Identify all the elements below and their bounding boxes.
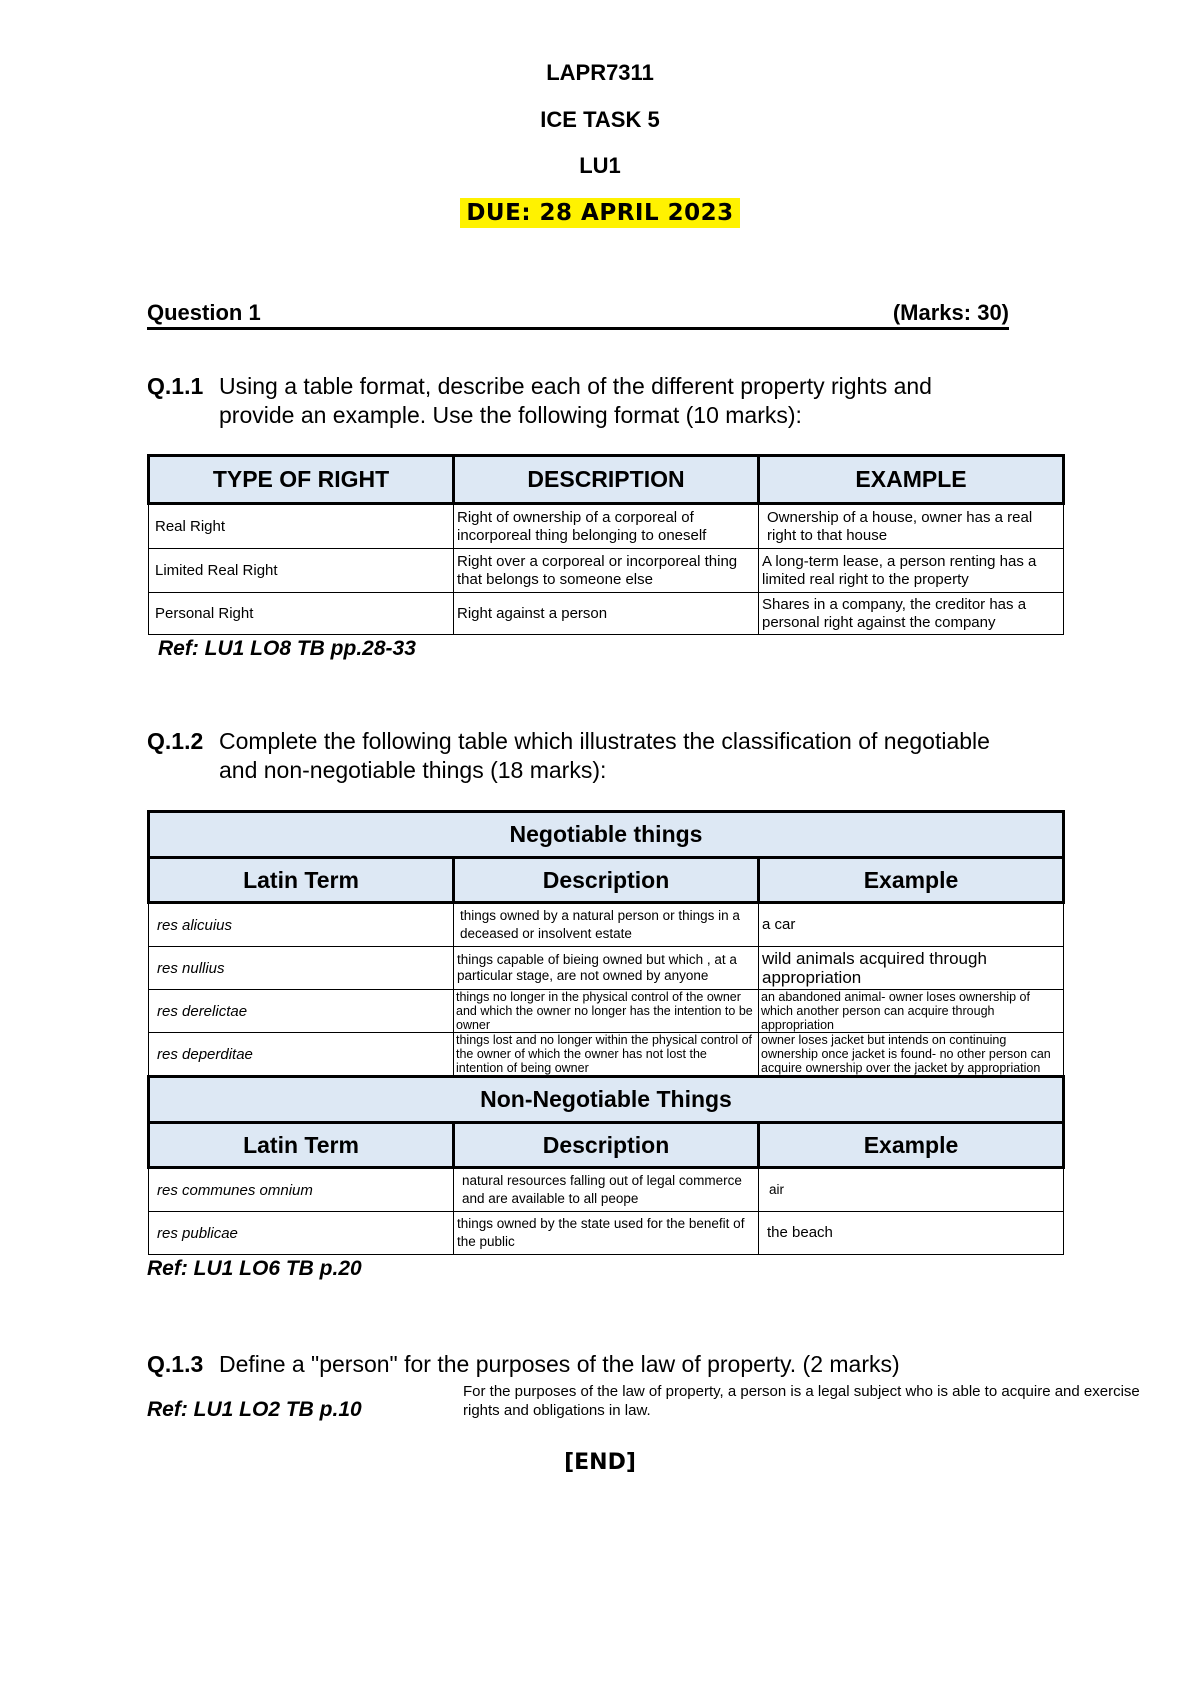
thing-description: things lost and no longer within the physical control of the owner of which the owner has not lost the intention of being owner <box>454 1033 759 1077</box>
q12-number: Q.1.2 <box>147 728 204 754</box>
task-title: ICE TASK 5 <box>540 107 660 132</box>
right-type: Real Right <box>149 504 454 549</box>
due-date-wrapper <box>0 198 1200 228</box>
q11-reference: Ref: LU1 LO8 TB pp.28-33 <box>158 637 416 660</box>
table-row <box>149 504 1064 549</box>
header-example: Example <box>759 1123 1064 1168</box>
question-title: Question 1 <box>147 300 261 325</box>
header-description: Description <box>454 858 759 903</box>
q12-line1: Complete the following table which illustrates the classification of negotiable <box>219 728 990 754</box>
header-latin-term: Latin Term <box>149 858 454 903</box>
right-example: Shares in a company, the creditor has a personal right against the company <box>759 593 1064 635</box>
right-description: Right against a person <box>454 593 759 635</box>
thing-description: things no longer in the physical control of the owner and which the owner no longer has the intention to be owner <box>454 990 759 1033</box>
header-type-of-right: TYPE OF RIGHT <box>149 456 454 504</box>
latin-term: res derelictae <box>149 990 454 1033</box>
thing-example: air <box>759 1168 1064 1212</box>
table-row <box>149 947 1064 990</box>
unit-label: LU1 <box>579 153 621 178</box>
latin-term: res nullius <box>149 947 454 990</box>
due-date: DUE: 28 APRIL 2023 <box>460 198 739 228</box>
header-description: Description <box>454 1123 759 1168</box>
header-description: DESCRIPTION <box>454 456 759 504</box>
table-row <box>149 1212 1064 1255</box>
header-example: Example <box>759 858 1064 903</box>
q13-number: Q.1.3 <box>147 1351 204 1377</box>
thing-example: wild animals acquired through appropriation <box>759 947 1064 990</box>
right-description: Right over a corporeal or incorporeal thing that belongs to someone else <box>454 549 759 593</box>
thing-example: an abandoned animal- owner loses ownership of which another person can acquire through appropriation <box>759 990 1064 1033</box>
table-row <box>149 593 1064 635</box>
question-marks: (Marks: 30) <box>892 300 1009 325</box>
table-row <box>149 1168 1064 1212</box>
table-row <box>149 990 1064 1033</box>
header-example: EXAMPLE <box>759 456 1064 504</box>
q11-line1: Using a table format, describe each of the different property rights and <box>219 373 932 399</box>
table-row <box>149 1033 1064 1077</box>
q11-number: Q.1.1 <box>147 373 204 399</box>
negotiable-title: Negotiable things <box>149 812 1064 858</box>
property-rights-table <box>147 454 1065 635</box>
q13-question: Define a "person" for the purposes of the law of property. (2 marks) <box>219 1351 900 1377</box>
latin-term: res deperditae <box>149 1033 454 1077</box>
thing-example: a car <box>759 903 1064 947</box>
q13-reference: Ref: LU1 LO2 TB p.10 <box>147 1398 362 1421</box>
right-example: A long-term lease, a person renting has a limited real right to the property <box>759 549 1064 593</box>
latin-term: res alicuius <box>149 903 454 947</box>
non-negotiable-title: Non-Negotiable Things <box>149 1077 1064 1123</box>
negotiable-things-table <box>147 810 1065 1255</box>
thing-example: owner loses jacket but intends on continuing ownership once jacket is found- no other person can acquire ownership over the jacket by appropriation <box>759 1033 1064 1077</box>
q12-text <box>147 727 1047 785</box>
q12-line2: and non-negotiable things (18 marks): <box>219 757 607 783</box>
thing-description: things owned by a natural person or things in a deceased or insolvent estate <box>454 903 759 947</box>
thing-description: natural resources falling out of legal commerce and are available to all peope <box>454 1168 759 1212</box>
latin-term: res communes omnium <box>149 1168 454 1212</box>
right-description: Right of ownership of a corporeal of incorporeal thing belonging to oneself <box>454 504 759 549</box>
thing-example: the beach <box>759 1212 1064 1255</box>
table-row <box>149 549 1064 593</box>
latin-term: res publicae <box>149 1212 454 1255</box>
question-heading <box>147 300 1009 330</box>
q12-reference: Ref: LU1 LO6 TB p.20 <box>147 1257 362 1280</box>
q11-line2: provide an example. Use the following format (10 marks): <box>219 402 802 428</box>
thing-description: things owned by the state used for the benefit of the public <box>454 1212 759 1255</box>
right-type: Limited Real Right <box>149 549 454 593</box>
right-type: Personal Right <box>149 593 454 635</box>
right-example: Ownership of a house, owner has a real right to that house <box>759 504 1064 549</box>
thing-description: things capable of bieing owned but which , at a particular stage, are not owned by anyone <box>454 947 759 990</box>
end-marker: [END] <box>564 1450 636 1475</box>
header-latin-term: Latin Term <box>149 1123 454 1168</box>
q11-text <box>147 372 1047 430</box>
table-row <box>149 903 1064 947</box>
course-code: LAPR7311 <box>546 60 654 85</box>
q13-text <box>147 1350 1047 1379</box>
q13-answer: For the purposes of the law of property, a person is a legal subject who is able to acquire and exercise rights and obligations in law. <box>463 1383 1140 1419</box>
